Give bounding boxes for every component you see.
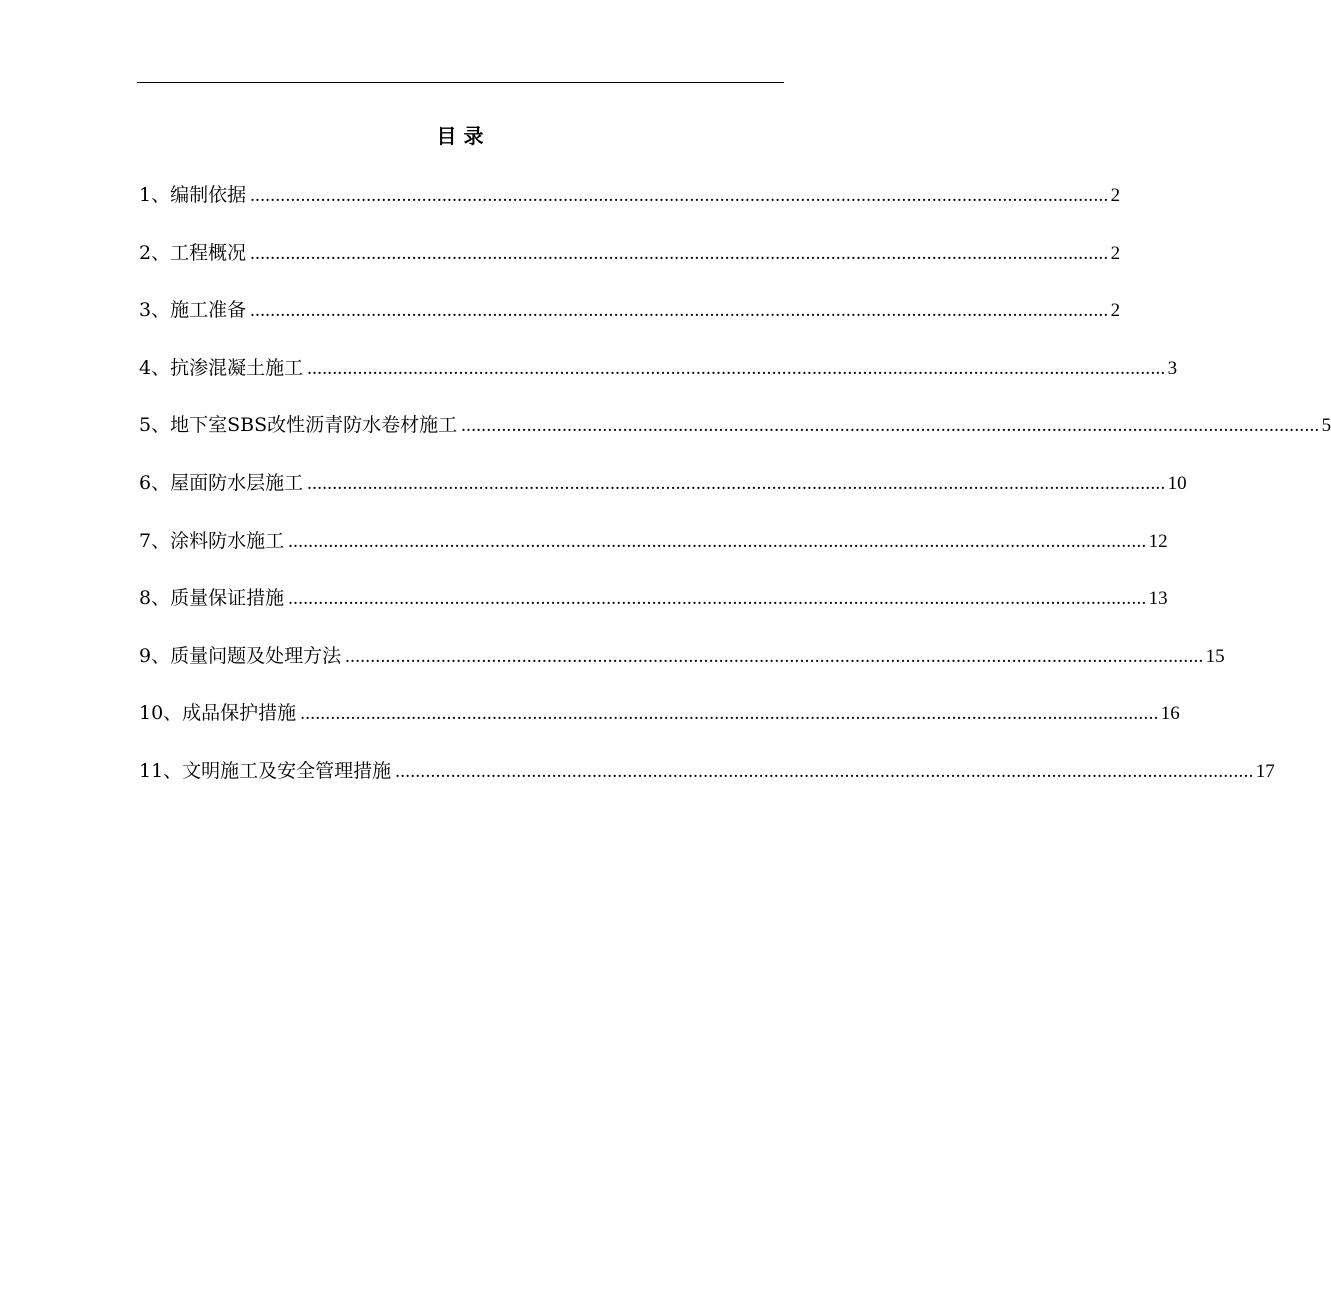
toc-entry-page: 15: [1205, 645, 1225, 667]
toc-entry-leader: ..........................................................................................................................................................................: [288, 588, 1147, 610]
toc-entry-page: 5: [1321, 415, 1331, 437]
toc-entry-leader: ..........................................................................................................................................................................: [395, 760, 1254, 782]
toc-entry-leader: ..........................................................................................................................................................................: [300, 703, 1159, 725]
toc-entry[interactable]: [139, 469, 1187, 527]
toc-entry-label: 2、工程概况: [139, 241, 247, 264]
toc-entry-leader: ..........................................................................................................................................................................: [250, 185, 1109, 206]
toc-entry[interactable]: [139, 642, 1225, 700]
toc-entry-leader: ..........................................................................................................................................................................: [461, 415, 1320, 437]
toc-entry[interactable]: [139, 296, 1121, 354]
toc-entry[interactable]: [139, 699, 1180, 757]
toc-entry[interactable]: [139, 527, 1168, 585]
toc-entry-page: 12: [1148, 530, 1168, 552]
toc-entry-leader: ..........................................................................................................................................................................: [250, 242, 1109, 264]
toc-entry[interactable]: [139, 181, 1121, 239]
toc-entry-page: 17: [1255, 760, 1275, 782]
toc-entry-leader: ..........................................................................................................................................................................: [345, 645, 1204, 667]
toc-entry-label: 4、抗渗混凝土施工: [139, 356, 304, 379]
toc-entry-label: 6、屋面防水层施工: [139, 471, 304, 494]
toc-entry-label: 1、编制依据: [139, 184, 247, 206]
toc-entry[interactable]: [139, 354, 1178, 412]
toc-entry-leader: ..........................................................................................................................................................................: [307, 472, 1166, 494]
toc-entry-page: 2: [1110, 300, 1121, 322]
toc-list: [139, 181, 1331, 815]
toc-entry[interactable]: [139, 757, 1275, 815]
toc-entry-page: 2: [1110, 185, 1121, 206]
toc-entry-leader: ..........................................................................................................................................................................: [307, 357, 1166, 379]
toc-entry-label: 5、地下室SBS改性沥青防水卷材施工: [139, 414, 458, 437]
toc-entry-page: 16: [1160, 703, 1180, 725]
header-rule: [137, 82, 784, 83]
toc-entry-page: 10: [1167, 472, 1187, 494]
toc-entry-leader: ..........................................................................................................................................................................: [288, 530, 1147, 552]
toc-entry-label: 7、涂料防水施工: [139, 529, 285, 552]
toc-entry-page: 3: [1167, 357, 1178, 379]
toc-entry-leader: ..........................................................................................................................................................................: [250, 300, 1109, 322]
toc-entry-label: 3、施工准备: [139, 299, 247, 322]
toc-entry-label: 8、质量保证措施: [139, 587, 285, 610]
toc-entry-page: 13: [1148, 588, 1168, 610]
toc-entry-label: 9、质量问题及处理方法: [139, 644, 342, 667]
toc-entry-page: 2: [1110, 242, 1121, 264]
toc-entry[interactable]: [139, 239, 1121, 297]
toc-entry[interactable]: [139, 584, 1168, 642]
toc-entry-label: 11、文明施工及安全管理措施: [139, 759, 392, 782]
toc-entry-label: 10、成品保护措施: [139, 702, 297, 725]
toc-title: 目 录: [436, 124, 484, 148]
toc-entry[interactable]: [139, 411, 1331, 469]
